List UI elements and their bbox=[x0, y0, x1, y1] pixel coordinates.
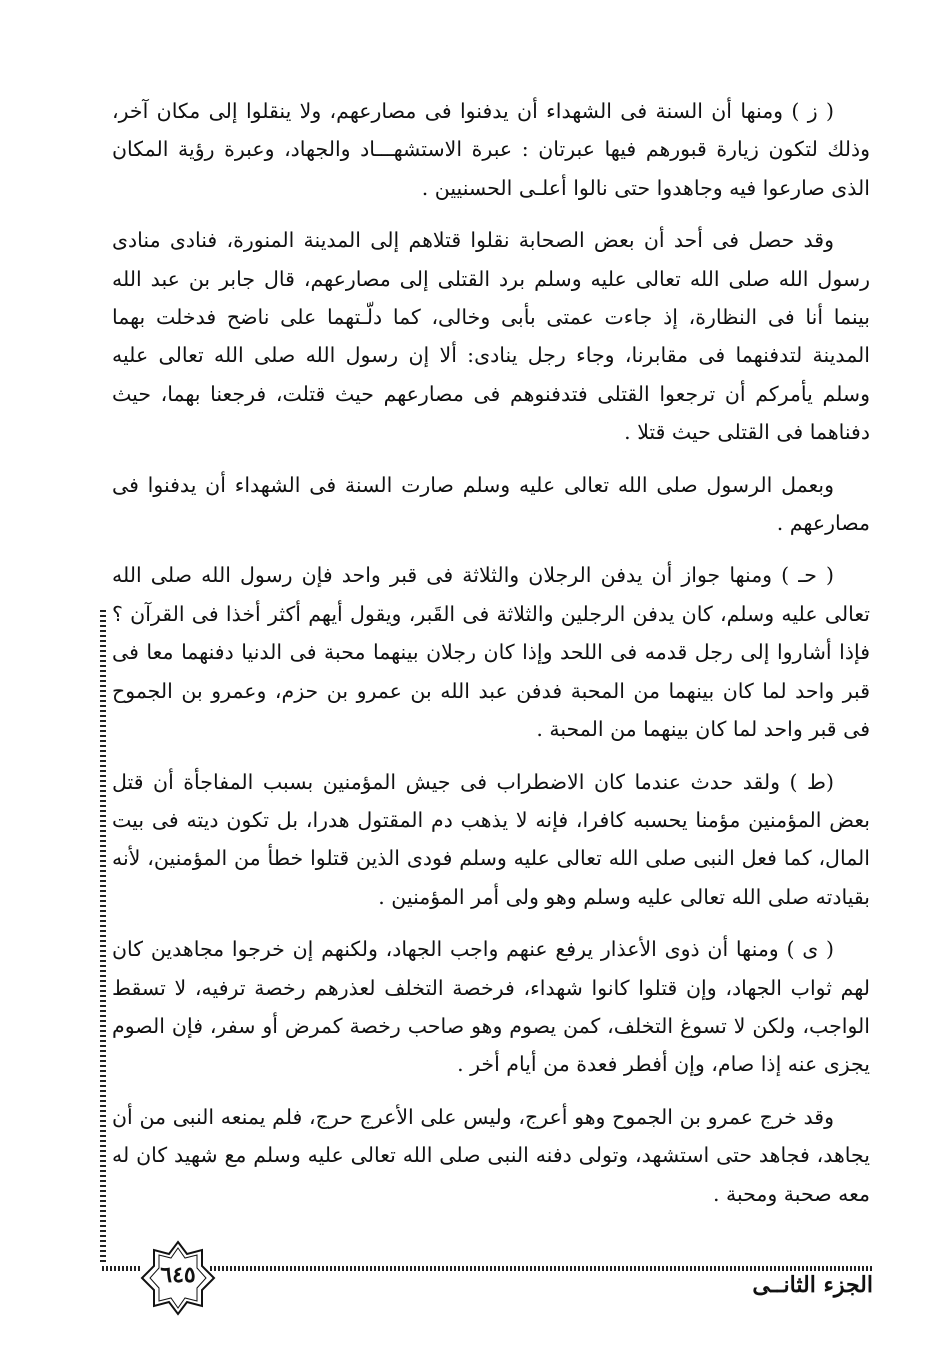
paragraph-uhud: وقد حصل فى أحد أن بعض الصحابة نقلوا قتلاهم إلى المدينة المنورة، فنادى منادى رسول الله صلى الله تعالى عليه وسلم برد القتلى إلى مصارعهم، قال جابر بن عبد الله بينما أنا فى النظارة، إذ جاءت عمتى بأبى وخالى، كما دلّـتهما على ناضح فدخلت بهما المدينة لتدفنهما فى مقابرنا، وجاء رجل ينادى: ألا إن رسول الله صلى الله تعالى عليه وسلم يأمركم أن ترجعوا القتلى فتدفنوهم فى مصارعهم حيث قتلت، فرجعنا بهما، حيث دفناهما فى القتلى حيث قتلا . bbox=[112, 228, 870, 445]
paragraph-ta: (ط ) ولقد حدث عندما كان الاضطراب فى جيش المؤمنين بسبب المفاجأة أن قتل بعض المؤمنين مؤمنا يحسبه كافرا، فإنه لا يذهب دم المقتول هدرا، بل تكون ديته فى بيت المال، كما فعل النبى صلى الله تعالى عليه وسلم فودى الذين قتلوا خطأ من المؤمنين، لأنه بقيادته صلى الله تعالى عليه وسلم وهو ولى أمر المؤمنين . bbox=[112, 769, 870, 909]
decorative-border-bottom-left bbox=[102, 1266, 142, 1271]
page-number: ٦٤٥ bbox=[160, 1262, 196, 1288]
decorative-border-bottom bbox=[210, 1266, 872, 1271]
decorative-border-left bbox=[100, 610, 106, 1265]
paragraph-sunnah: وبعمل الرسول صلى الله تعالى عليه وسلم صارت السنة فى الشهداء أن يدفنوا فى مصارعهم . bbox=[112, 472, 870, 536]
paragraph-ya: ( ى ) ومنها أن ذوى الأعذار يرفع عنهم واجب الجهاد، ولكنهم إن خرجوا مجاهدين كان لهم ثواب الجهاد، وإن قتلوا كانوا شهداء، فرخصة التخلف لعذرهم رخصة ترفيه، لا تسقط الواجب، ولكن لا تسوغ التخلف، كمن يصوم وهو صاحب رخصة كمرض أو سفر، فإن الصوم يجزى عنه إذا صام، وإن أفطر فعدة من أيام أخر . bbox=[112, 937, 870, 1077]
paragraph-ha: ( حـ ) ومنها جواز أن يدفن الرجلان والثلاثة فى قبر واحد فإن رسول الله صلى الله تعالى عليه وسلم، كان يدفن الرجلين والثلاثة فى القَبر، ويقول أيهم أكثر أخذا فى القرآن ؟ فإذا أشاروا إلى رجل قدمه فى اللحد وإذا كان رجلان بينهما محبة فى الدنيا دفنهما معا فى قبر واحد لما كان بينهما من المحبة فدفن عبد الله بن عمرو بن حزم، وعمرو بن الجموح فى قبر واحد لما كان بينهما من المحبة . bbox=[112, 563, 870, 742]
part-label: الجزء الثانــى bbox=[752, 1272, 873, 1298]
body-text bbox=[112, 92, 870, 1227]
paragraph-z: ( ز ) ومنها أن السنة فى الشهداء أن يدفنوا فى مصارعهم، ولا ينقلوا إلى مكان آخر، وذلك لتكون زيارة قبورهم فيها عبرتان : عبرة الاستشهـــاد والجهاد، وعبرة رؤية المكان الذى صارعوا فيه وجاهدوا حتى نالوا أعلـى الحسنيين . bbox=[112, 99, 870, 200]
paragraph-amr: وقد خرج عمرو بن الجموح وهو أعرج، وليس على الأعرج حرج، فلم يمنعه النبى من أن يجاهد، فجاهد حتى استشهد، وتولى دفنه النبى صلى الله تعالى عليه وسلم مع شهيد كان له معه صحبة ومحبة . bbox=[112, 1104, 870, 1206]
